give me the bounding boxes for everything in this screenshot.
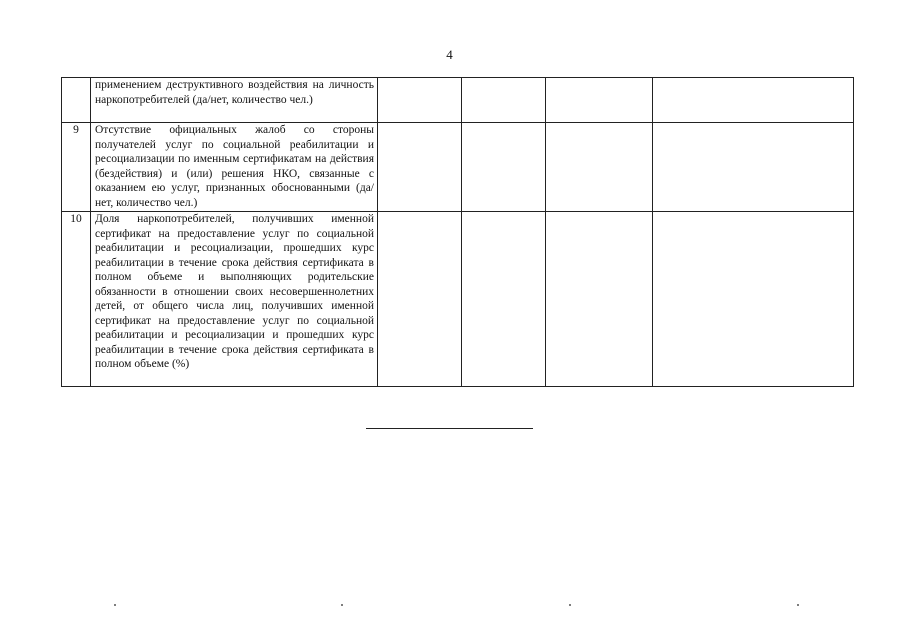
empty-cell [546,78,653,123]
empty-cell [653,123,854,212]
empty-cell [653,212,854,387]
indicator-text-cell: применением деструктивного воздействия на личность наркопотребителей (да/нет, количество чел.) [91,78,378,123]
footer-divider [366,428,533,429]
scan-dot [797,604,799,606]
page-number: 4 [446,47,453,62]
scan-dot [569,604,571,606]
empty-cell [653,78,854,123]
empty-cell [462,123,546,212]
table-row [62,212,854,387]
empty-cell [462,212,546,387]
indicator-text-cell: Отсутствие официальных жалоб со стороны получателей услуг по социальной реабилитации и ресоциализации по именным сертификатам на действия (бездействия) и (или) решения НКО, связанные с оказанием ею услуг, признанных обоснованными (да/нет, количество чел.) [91,123,378,212]
indicator-text-cell: Доля наркопотребителей, получивших именной сертификат на предоставление услуг по социальной реабилитации и ресоциализации, прошедших курс реабилитации в течение срока действия сертификата в полном объеме и выполняющих родительские обязанности в отношении своих несовершеннолетних детей, от общего числа лиц, получивших именной сертификат на предоставление услуг по социальной реабилитации и ресоциализации и прошедших курс реабилитации в течение срока действия сертификата в полном объеме (%) [91,212,378,387]
scan-dot [341,604,343,606]
scan-dot [114,604,116,606]
empty-cell [462,78,546,123]
table-row [62,78,854,123]
empty-cell [546,123,653,212]
row-number-cell: 9 [62,123,91,212]
empty-cell [378,78,462,123]
row-number-cell: 10 [62,212,91,387]
empty-cell [378,212,462,387]
table-row [62,123,854,212]
row-number-cell [62,78,91,123]
empty-cell [378,123,462,212]
empty-cell [546,212,653,387]
indicators-table [61,77,854,387]
